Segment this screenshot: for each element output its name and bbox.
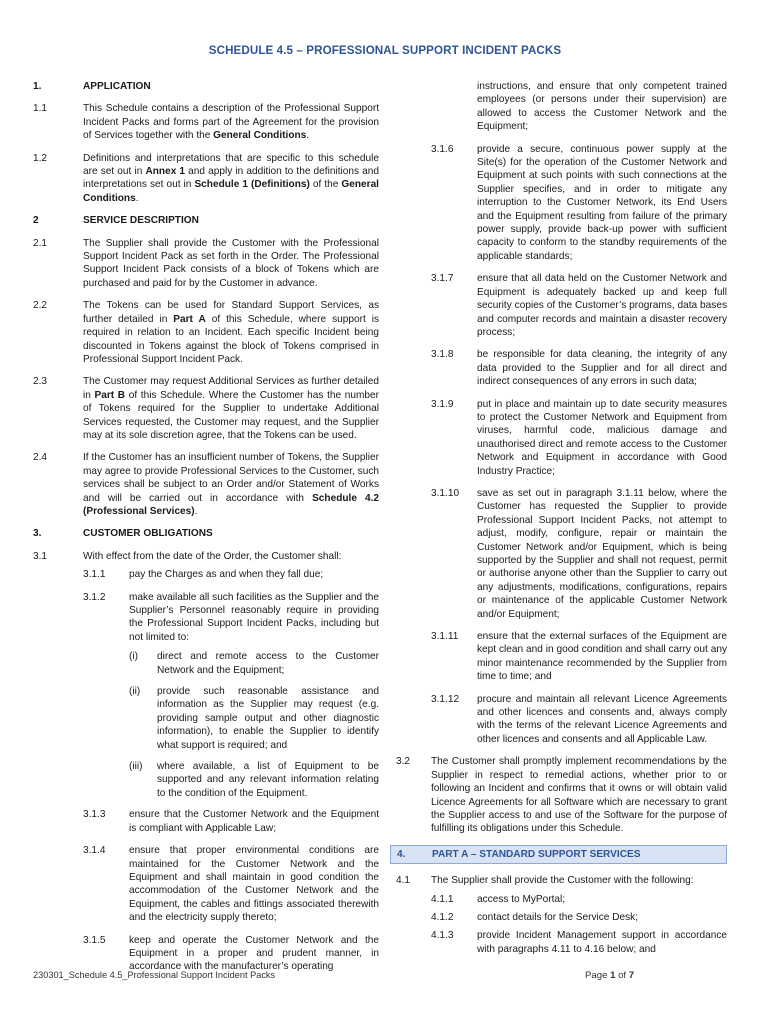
section-title: APPLICATION	[83, 81, 151, 92]
clause-3-1-5-continued: instructions, and ensure that only competent trained employees (or persons under their supervision) are allowed to access the Customer Network and the Equipment;	[477, 81, 727, 133]
clause-number: 1.2	[33, 152, 48, 164]
clause-3-1-6	[396, 143, 727, 264]
section-1-heading	[33, 80, 379, 93]
clause-text: save as set out in paragraph 3.1.11 below, where the Customer has requested the Supplier to provide Professional Support Incident Packs, not attempt to adjust, modify, configure, repair or maintain the Customer Network and/or Equipment, which is being supported by the Supplier and shall not request, permit or authorise anyone other than the Supplier to carry out any adjustments, modifications, configurations, repairs or maintenance of the applicable Customer Network and/or Equipment;	[477, 487, 727, 620]
clause-number: 3.1.5	[83, 934, 106, 946]
clause-3-1-3	[33, 808, 379, 835]
clause-text: keep and operate the Customer Network and the Equipment in a proper and prudent manner, in accordance with the manufacturer’s operating	[129, 934, 379, 973]
clause-text: ensure that all data held on the Customer Network and Equipment is adequately backed up and keep full security copies of the Customer’s programs, data bases and computer records and maintain a disaster recovery process;	[477, 273, 727, 338]
clause-3-1-1	[33, 568, 379, 581]
clause-text: ensure that proper environmental conditions are maintained for the Customer Network and the Equipment and shall maintain in good condition the accommodation of the Customer Network and the Equipment, the cables and fittings associated therewith and the electricity supply thereto;	[129, 845, 379, 924]
clause-text: The Supplier shall provide the Customer with the following:	[431, 875, 694, 887]
list-item-ii	[33, 685, 379, 752]
clause-text: provide a secure, continuous power supply at the Site(s) for the operation of the Customer Network and Equipment at such points with such connections at the Supplier specifies, and in order to mitigate any interruption to the Customer Network, its End Users and the Equipment resulting from failure of the primary power supply, provide back-up power with sufficient capacity to conform to the standby requirements of the applicable standards;	[477, 143, 727, 262]
clause-number: 4.1	[396, 875, 411, 887]
clause-number: 2.2	[33, 300, 48, 312]
section-4-heading	[390, 845, 727, 864]
clause-3-2	[396, 755, 727, 835]
clause-number: 3.1.9	[431, 398, 454, 410]
clause-number: 3.2	[396, 756, 411, 768]
clause-3-1	[33, 550, 379, 563]
clause-3-1-12	[396, 693, 727, 747]
section-number: 3.	[33, 528, 42, 540]
right-column	[396, 80, 727, 965]
footer-document-name: 230301_Schedule 4.5_Professional Support Incident Packs	[33, 970, 276, 980]
clause-3-1-4	[33, 844, 379, 924]
clause-2-1	[33, 237, 379, 291]
clause-text: With effect from the date of the Order, the Customer shall:	[83, 550, 342, 562]
clause-number: 3.1.10	[431, 487, 460, 499]
clause-text: Definitions and interpretations that are specific to this schedule are set out in Annex 1 and apply in addition to the definitions and interpretations set out in Schedule 1 (Definitions) of the General Conditions.	[83, 152, 379, 204]
list-item-i	[33, 650, 379, 677]
clause-text: procure and maintain all relevant Licence Agreements and other licences and consents and, always comply with the terms of the relevant Licence Agreements and other licences and consents and all Applicable Law.	[477, 693, 727, 745]
clause-4-1-3	[396, 929, 727, 956]
clause-2-3	[33, 375, 379, 442]
item-text: direct and remote access to the Customer Network and the Equipment;	[157, 651, 379, 676]
clause-4-1-1	[396, 893, 727, 906]
clause-1-1	[33, 102, 379, 142]
clause-number: 4.1.3	[431, 930, 454, 942]
clause-number: 4.1.2	[431, 911, 454, 923]
list-item-iii	[33, 760, 379, 800]
clause-number: 3.1.11	[431, 631, 459, 643]
clause-number: 3.1.6	[431, 143, 454, 155]
item-number: (iii)	[129, 761, 143, 773]
clause-text: pay the Charges as and when they fall due;	[129, 569, 324, 581]
clause-text: The Customer may request Additional Services as further detailed in Part B of this Schedule. Where the Customer has the number of Tokens required for the Supplier to undertake Additional Services requested, the Customer may request, and the Supplier may at its sole discretion agree, that the Tokens can be used.	[83, 376, 379, 441]
clause-text: ensure that the Customer Network and the Equipment is compliant with Applicable Law;	[129, 809, 379, 834]
clause-text: If the Customer has an insufficient number of Tokens, the Supplier may agree to provide Professional Services to the Customer, such services shall be subject to an Order and/or Statement of Works and will be carried out in accordance with Schedule 4.2 (Professional Services).	[83, 452, 379, 517]
clause-4-1-2	[396, 911, 727, 924]
clause-text: access to MyPortal;	[477, 893, 566, 905]
clause-text: The Supplier shall provide the Customer with the Professional Support Incident Pack as set forth in the Order. The Professional Support Incident Pack consists of a block of Tokens which are purchased and paid for by the Customer in advance.	[83, 237, 379, 289]
page-title: SCHEDULE 4.5 – PROFESSIONAL SUPPORT INCIDENT PACKS	[208, 44, 562, 57]
clause-2-4	[33, 451, 379, 518]
clause-text: ensure that the external surfaces of the Equipment are kept clean and in good condition and shall carry out any minor maintenance recommended by the Supplier from time to time; and	[477, 631, 727, 683]
item-number: (i)	[129, 651, 138, 663]
clause-number: 2.3	[33, 376, 48, 388]
clause-3-1-11	[396, 630, 727, 684]
clause-text: make available all such facilities as the Supplier and the Supplier’s Personnel reasonably require in providing the Professional Support Incident Packs, including but not limited to:	[129, 591, 379, 643]
clause-text: contact details for the Service Desk;	[477, 911, 639, 923]
clause-text: The Customer shall promptly implement recommendations by the Supplier in respect to remedial actions, whether prior to or following an Incident and confirms that it owns or will obtain valid Licence Agreements for all Software which are necessary to grant the Supplier access to and use of the Software for the purpose of fulfilling its obligations under this Schedule.	[431, 756, 727, 835]
clause-3-1-5	[33, 934, 379, 974]
footer-page-number: Page 1 of 7	[585, 970, 635, 981]
section-title: SERVICE DESCRIPTION	[83, 215, 199, 227]
clause-number: 3.1.12	[431, 693, 460, 705]
clause-number: 3.1.2	[83, 591, 106, 603]
clause-text: provide Incident Management support in accordance with paragraphs 4.11 to 4.16 below; and	[477, 930, 727, 955]
clause-4-1	[396, 874, 727, 887]
clause-number: 4.1.1	[431, 893, 454, 905]
section-3-heading	[33, 527, 379, 540]
section-number: 2	[33, 215, 39, 227]
clause-3-1-9	[396, 398, 727, 478]
clause-number: 2.1	[33, 237, 48, 249]
clause-3-1-8	[396, 348, 727, 388]
clause-number: 1.1	[33, 103, 48, 115]
item-number: (ii)	[129, 686, 141, 698]
clause-number: 3.1.8	[431, 349, 454, 361]
clause-3-1-7	[396, 272, 727, 339]
clause-text: be responsible for data cleaning, the integrity of any data provided to the Supplier and for all direct and indirect consequences of any errors in such data;	[477, 349, 727, 388]
clause-number: 3.1.4	[83, 845, 106, 857]
item-text: where available, a list of Equipment to be supported and any relevant information relating to the condition of the Equipment.	[157, 761, 379, 799]
section-2-heading	[33, 214, 379, 227]
clause-text: put in place and maintain up to date security measures to protect the Customer Network and Equipment from viruses, harmful code, malicious damage and unauthorised direct and remote access to the Customer Network and Equipment in accordance with Good Industry Practice;	[477, 398, 727, 477]
clause-number: 3.1.7	[431, 273, 454, 285]
clause-3-1-10	[396, 487, 727, 621]
clause-number: 2.4	[33, 452, 48, 464]
clause-number: 3.1.3	[83, 809, 106, 821]
section-title: PART A – STANDARD SUPPORT SERVICES	[432, 848, 641, 860]
section-title: CUSTOMER OBLIGATIONS	[83, 528, 213, 540]
clause-text: The Tokens can be used for Standard Support Services, as further detailed in Part A of this Schedule, where support is required in relation to an Incident. Each specific Incident being discounted in Tokens against the block of Tokens comprised in Professional Support Incident Pack.	[83, 300, 379, 365]
clause-2-2	[33, 299, 379, 366]
clause-number: 3.1	[33, 550, 48, 562]
section-number: 1.	[33, 81, 42, 92]
section-number: 4.	[397, 848, 406, 860]
clause-text: This Schedule contains a description of the Professional Support Incident Packs and forms part of the Agreement for the provision of Services together with the General Conditions.	[83, 103, 379, 142]
clause-1-2	[33, 152, 379, 206]
clause-number: 3.1.1	[83, 569, 106, 581]
left-column	[33, 80, 379, 983]
clause-3-1-2	[33, 591, 379, 645]
item-text: provide such reasonable assistance and information as the Supplier may request (e.g. providing sample output and other diagnostic information), to enable the Supplier to identify what support is required; and	[157, 686, 379, 751]
